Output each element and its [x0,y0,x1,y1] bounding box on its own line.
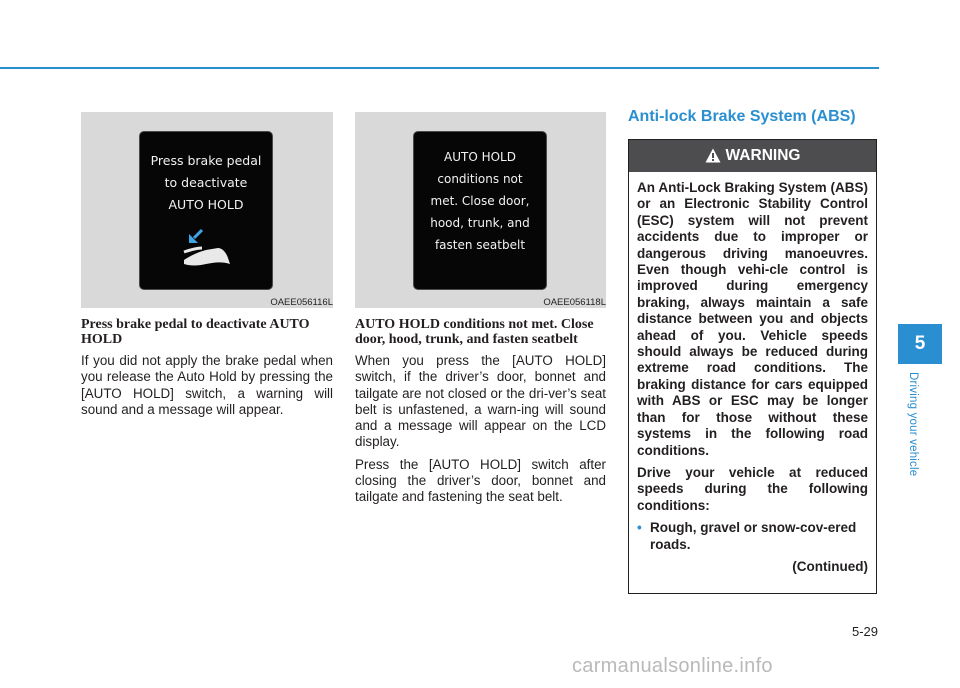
top-rule [0,67,879,69]
warning-body [629,172,876,575]
warning-bullet [637,520,868,553]
section-paragraph: If you did not apply the brake pedal when you release the Auto Hold by pressing the [AUTO HOLD] switch, a warning will sound and a message will appear. [81,353,333,417]
bullet-text: Rough, gravel or snow-cov-ered roads. [650,520,857,552]
abs-section-title: Anti-lock Brake System (ABS) [628,108,856,125]
warning-header [629,140,876,172]
figure-code: OAEE056116L [270,297,333,308]
warning-triangle-icon [705,148,721,163]
display-message: AUTO HOLD conditions not met. Close door, hood, trunk, and fasten seatbelt [430,150,530,252]
figure-conditions-not-met [355,112,606,308]
bullet-dot-icon: • [637,520,642,536]
warning-paragraph: An Anti-Lock Braking System (ABS) or an Electronic Stability Control (ESC) system will not prevent accidents due to improper or dangerous driving manoeuvres. Even though vehi-cle control is improved during emergency braking, always maintain a safe distance between you and objects ahead of you. Vehicle speeds should always be reduced during extreme road conditions. The braking distance for cars equipped with ABS or ESC may be longer than for those without these systems in the following road conditions. [637,180,868,458]
watermark: carmanualsonline.info [572,655,773,677]
cluster-display [140,132,272,289]
figure-code: OAEE056118L [543,297,606,308]
warning-paragraph: Drive your vehicle at reduced speeds during the following conditions: [637,464,868,513]
display-message: Press brake pedal to deactivate AUTO HOLD [150,153,262,212]
warning-box [628,139,877,594]
page-number: 5-29 [851,624,878,639]
continued-note: (Continued) [792,558,868,574]
chapter-tab: 5 [898,324,942,364]
section-heading: AUTO HOLD conditions not met. Close door, hood, trunk, and fasten seatbelt [355,317,594,347]
conditions-section [355,317,606,512]
cluster-display [414,132,546,289]
section-heading: Press brake pedal to deactivate AUTO HOLD [81,317,310,347]
section-paragraph: Press the [AUTO HOLD] switch after closing the driver’s door, bonnet and tailgate and fastening the seat belt. [355,456,606,505]
chapter-title: Driving your vehicle [907,372,919,477]
section-paragraph: When you press the [AUTO HOLD] switch, if the driver’s door, bonnet and tailgate are not closed or the dri-ver’s seat belt is unfastened, a warn-ing will sound and a message will appear on the LCD display. [355,353,606,450]
brake-pedal-icon [180,228,232,272]
warning-label: WARNING [725,147,801,164]
deactivate-section [81,317,333,424]
figure-deactivate-auto-hold [81,112,333,308]
